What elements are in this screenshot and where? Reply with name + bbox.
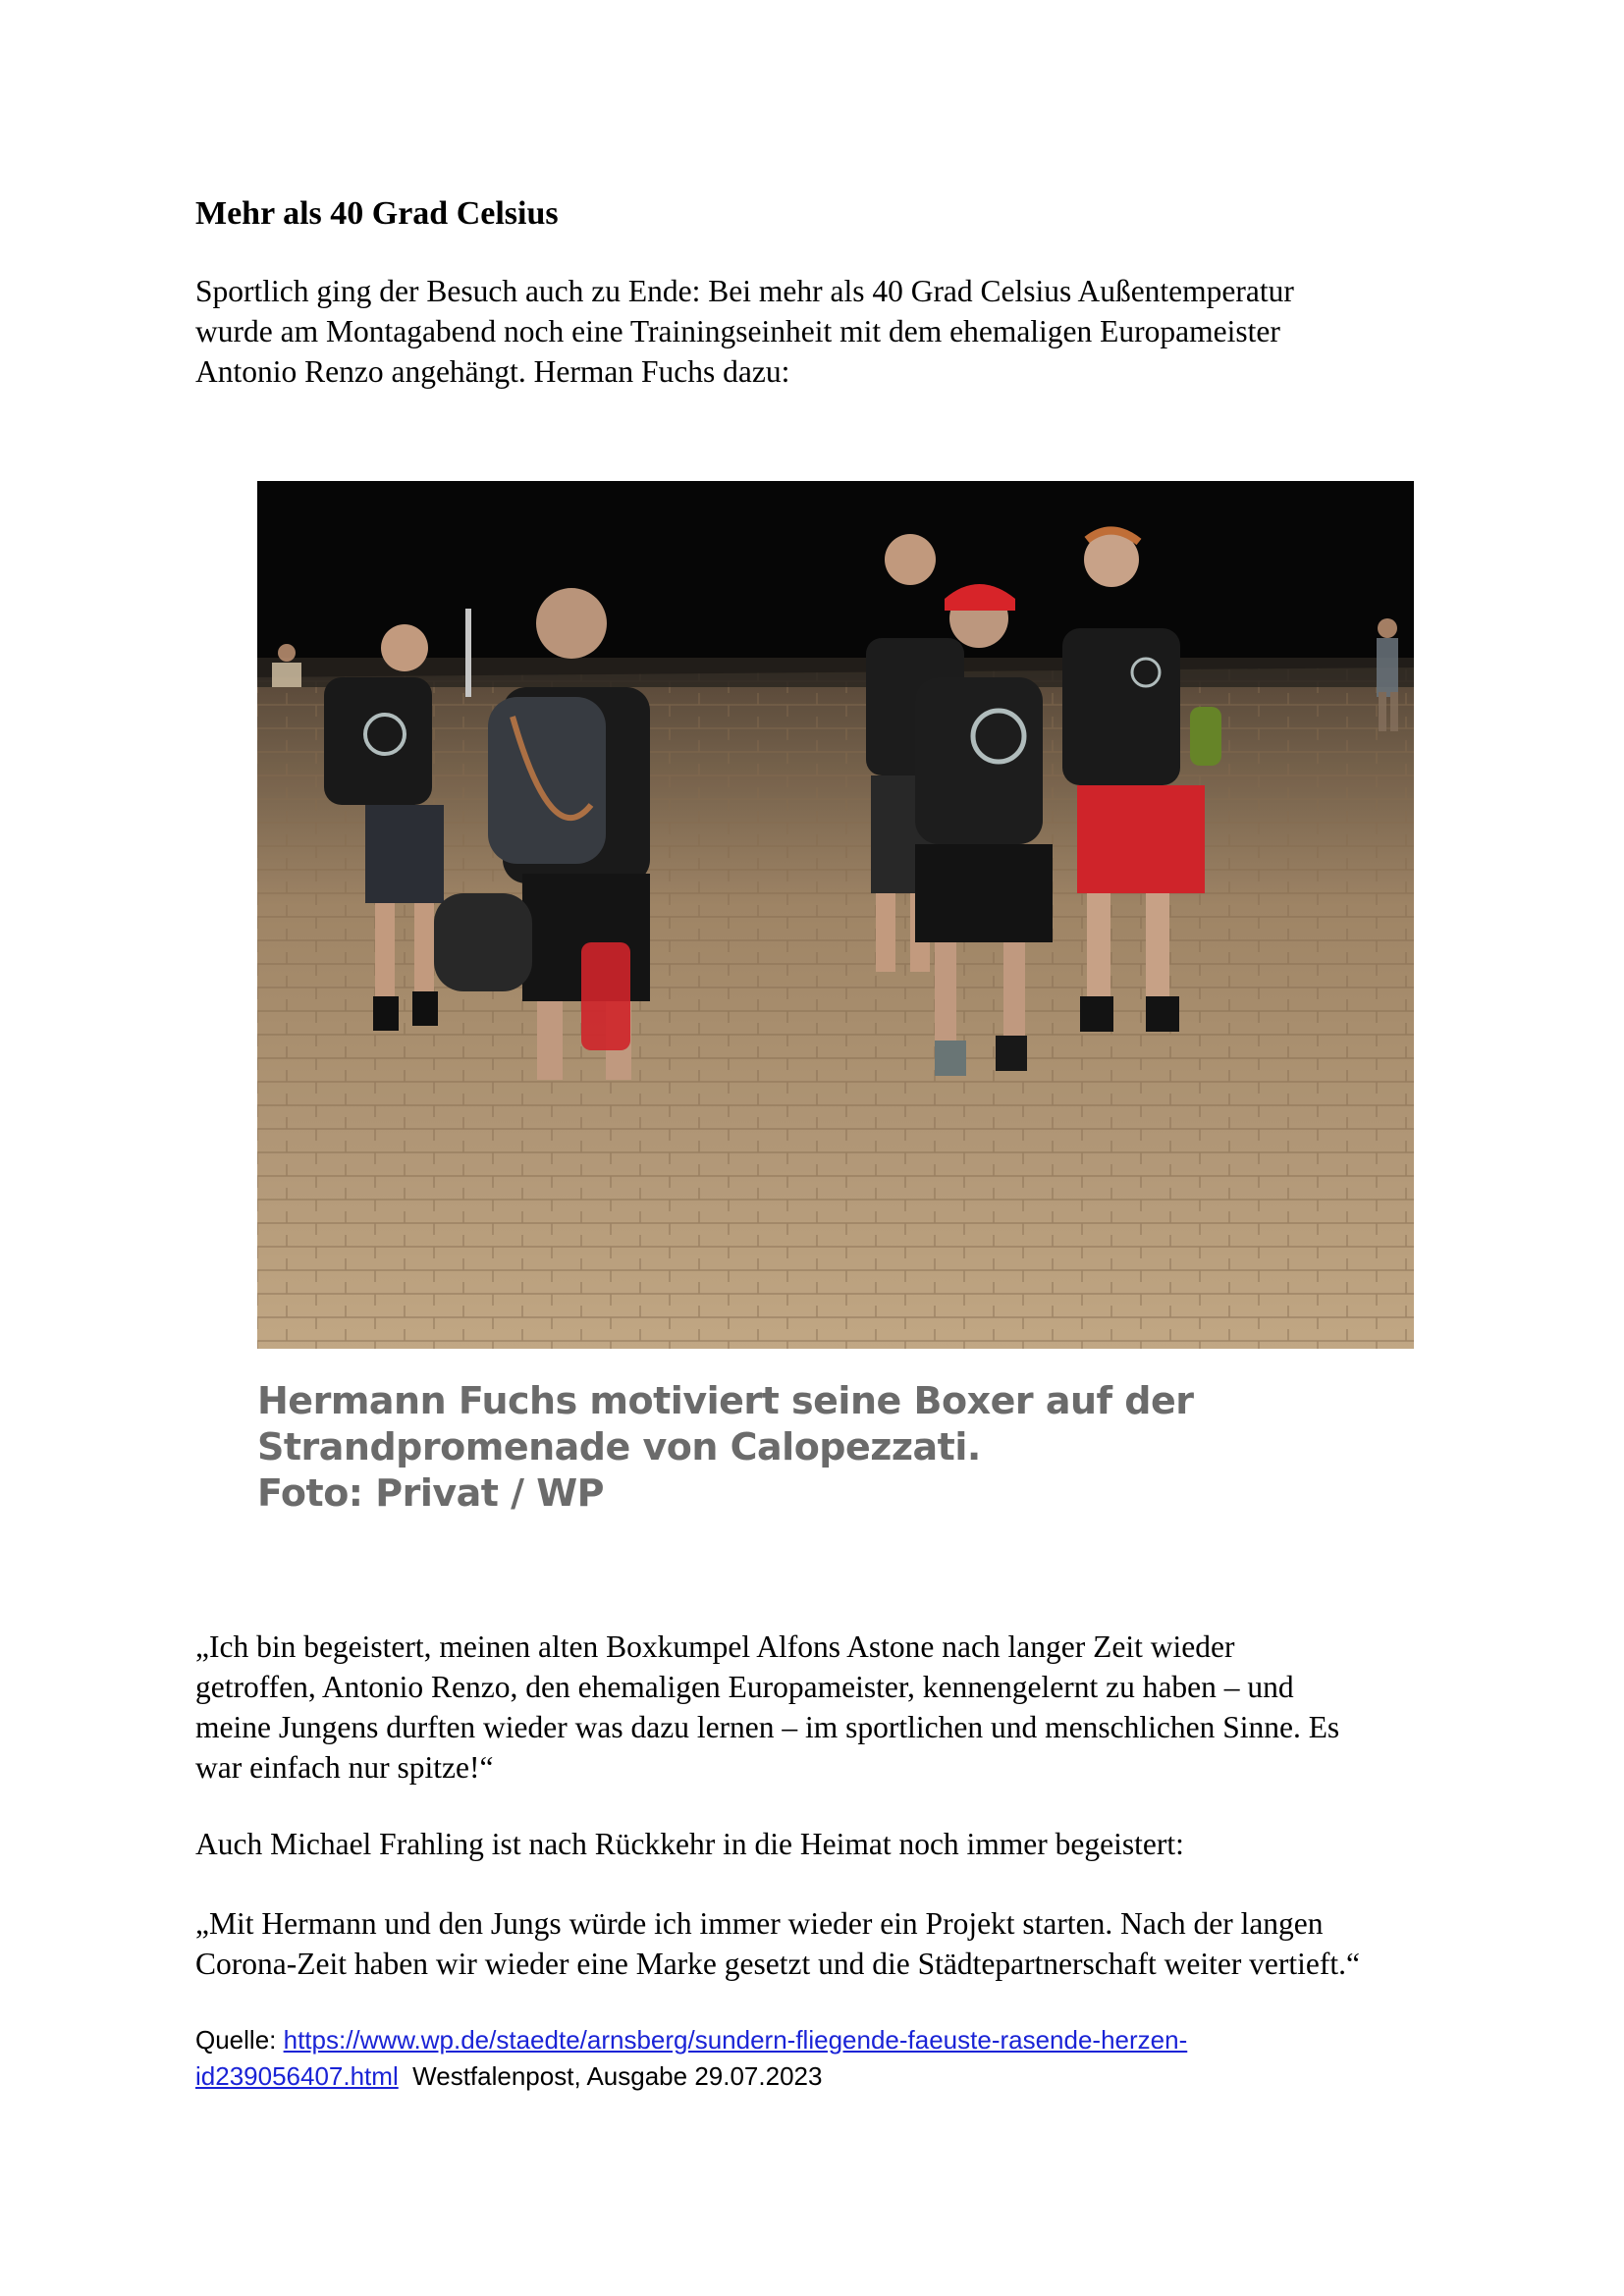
source-line-2 xyxy=(195,2058,1423,2095)
quote-frahling xyxy=(195,1903,1472,1984)
quote-line: „Mit Hermann und den Jungs würde ich immer wieder ein Projekt starten. Nach der langen xyxy=(195,1906,1324,1941)
boxers-photo xyxy=(257,481,1414,1349)
boxers-photo-illustration xyxy=(257,481,1414,1349)
intro-line: Antonio Renzo angehängt. Herman Fuchs dazu: xyxy=(195,354,790,389)
caption-line: Hermann Fuchs motiviert seine Boxer auf der xyxy=(257,1379,1194,1422)
caption-line: Foto: Privat / WP xyxy=(257,1471,605,1515)
source-citation xyxy=(195,2022,1423,2095)
source-line-1 xyxy=(195,2022,1423,2058)
caption-line: Strandpromenade von Calopezzati. xyxy=(257,1425,981,1468)
source-publication: Westfalenpost, Ausgabe 29.07.2023 xyxy=(398,2061,823,2091)
source-label: Quelle: xyxy=(195,2025,284,2055)
frahling-intro-line: Auch Michael Frahling ist nach Rückkehr in die Heimat noch immer begeistert: xyxy=(195,1827,1184,1861)
source-link[interactable]: https://www.wp.de/staedte/arnsberg/sundern-fliegende-faeuste-rasende-herzen- xyxy=(283,2025,1188,2055)
quote-line: „Ich bin begeistert, meinen alten Boxkumpel Alfons Astone nach langer Zeit wieder xyxy=(195,1629,1235,1664)
intro-paragraph xyxy=(195,271,1472,392)
section-heading: Mehr als 40 Grad Celsius xyxy=(195,195,559,232)
source-link-continued[interactable]: id239056407.html xyxy=(195,2061,399,2091)
intro-line: wurde am Montagabend noch eine Trainingseinheit mit dem ehemaligen Europameister xyxy=(195,314,1280,348)
quote-line: war einfach nur spitze!“ xyxy=(195,1750,494,1785)
intro-line: Sportlich ging der Besuch auch zu Ende: Bei mehr als 40 Grad Celsius Außentemperatur xyxy=(195,274,1294,308)
quote-line: Corona-Zeit haben wir wieder eine Marke gesetzt und die Städtepartnerschaft weiter vertieft.“ xyxy=(195,1947,1360,1981)
photo-caption xyxy=(257,1378,1194,1517)
quote-line: meine Jungens durften wieder was dazu lernen – im sportlichen und menschlichen Sinne. Es xyxy=(195,1710,1340,1744)
quote-fuchs xyxy=(195,1627,1472,1788)
frahling-intro xyxy=(195,1824,1472,1864)
quote-line: getroffen, Antonio Renzo, den ehemaligen Europameister, kennengelernt zu haben – und xyxy=(195,1670,1294,1704)
